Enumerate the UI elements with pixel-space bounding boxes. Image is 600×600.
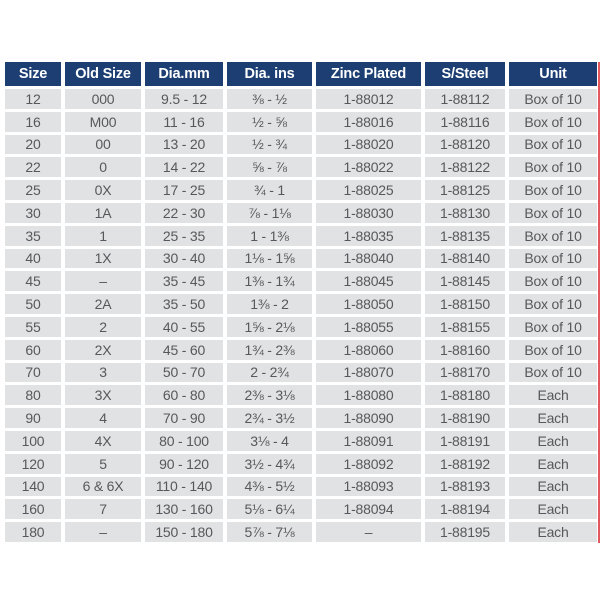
table-cell-dia-mm: 11 - 16 (145, 112, 223, 132)
table-cell-size: 160 (5, 499, 61, 519)
table-cell-size: 70 (5, 363, 61, 383)
table-cell-size: 50 (5, 294, 61, 314)
table-cell-s-steel: 1-88195 (425, 522, 505, 542)
table-cell-old-size: 3X (65, 385, 141, 405)
table-cell-dia-ins: ½ - ¾ (227, 135, 312, 155)
table-cell-dia-mm: 13 - 20 (145, 135, 223, 155)
table-cell-unit: Box of 10 (509, 203, 597, 223)
table-cell-dia-mm: 60 - 80 (145, 385, 223, 405)
parts-size-table (5, 62, 597, 542)
column-header-unit: Unit (509, 62, 597, 86)
table-cell-s-steel: 1-88155 (425, 317, 505, 337)
table-cell-old-size: 4 (65, 408, 141, 428)
table-cell-zinc-plated: 1-88040 (316, 249, 421, 269)
table-cell-unit: Box of 10 (509, 294, 597, 314)
table-cell-size: 30 (5, 203, 61, 223)
table-cell-unit: Box of 10 (509, 180, 597, 200)
table-cell-zinc-plated: 1-88055 (316, 317, 421, 337)
table-cell-old-size: 000 (65, 89, 141, 109)
table-cell-s-steel: 1-88140 (425, 249, 505, 269)
table-cell-s-steel: 1-88116 (425, 112, 505, 132)
table-cell-dia-mm: 14 - 22 (145, 157, 223, 177)
table-cell-unit: Box of 10 (509, 112, 597, 132)
table-cell-zinc-plated: 1-88030 (316, 203, 421, 223)
table-cell-dia-mm: 9.5 - 12 (145, 89, 223, 109)
table-cell-dia-mm: 35 - 45 (145, 271, 223, 291)
table-cell-s-steel: 1-88120 (425, 135, 505, 155)
table-cell-size: 16 (5, 112, 61, 132)
table-cell-s-steel: 1-88112 (425, 89, 505, 109)
table-cell-dia-mm: 110 - 140 (145, 477, 223, 497)
column-header-old-size: Old Size (65, 62, 141, 86)
table-cell-dia-mm: 30 - 40 (145, 249, 223, 269)
column-header-dia-mm: Dia.mm (145, 62, 223, 86)
table-cell-zinc-plated: 1-88092 (316, 454, 421, 474)
table-cell-unit: Box of 10 (509, 249, 597, 269)
table-cell-dia-ins: ⅜ - ½ (227, 89, 312, 109)
table-cell-old-size: 1A (65, 203, 141, 223)
table-cell-s-steel: 1-88130 (425, 203, 505, 223)
table-cell-s-steel: 1-88122 (425, 157, 505, 177)
table-cell-old-size: 00 (65, 135, 141, 155)
table-cell-zinc-plated: – (316, 522, 421, 542)
table-cell-zinc-plated: 1-88060 (316, 340, 421, 360)
table-cell-dia-ins: 1⅜ - 1¾ (227, 271, 312, 291)
table-cell-dia-ins: 1⅜ - 2 (227, 294, 312, 314)
table-cell-size: 90 (5, 408, 61, 428)
table-cell-dia-ins: ½ - ⅝ (227, 112, 312, 132)
table-cell-dia-mm: 70 - 90 (145, 408, 223, 428)
table-cell-old-size: 1X (65, 249, 141, 269)
table-cell-old-size: – (65, 522, 141, 542)
table-cell-size: 35 (5, 226, 61, 246)
table-cell-zinc-plated: 1-88093 (316, 477, 421, 497)
table-cell-dia-mm: 50 - 70 (145, 363, 223, 383)
table-cell-dia-ins: 2 - 2¾ (227, 363, 312, 383)
table-cell-size: 45 (5, 271, 61, 291)
table-cell-dia-ins: 1⅝ - 2⅛ (227, 317, 312, 337)
table-cell-old-size: 1 (65, 226, 141, 246)
table-cell-zinc-plated: 1-88035 (316, 226, 421, 246)
table-cell-size: 180 (5, 522, 61, 542)
table-cell-zinc-plated: 1-88080 (316, 385, 421, 405)
table-cell-unit: Each (509, 454, 597, 474)
table-cell-s-steel: 1-88135 (425, 226, 505, 246)
table-cell-old-size: 0X (65, 180, 141, 200)
table-cell-unit: Box of 10 (509, 226, 597, 246)
table-cell-dia-mm: 150 - 180 (145, 522, 223, 542)
table-cell-unit: Each (509, 522, 597, 542)
table-cell-dia-ins: 1⅛ - 1⅝ (227, 249, 312, 269)
table-cell-size: 120 (5, 454, 61, 474)
table-cell-zinc-plated: 1-88094 (316, 499, 421, 519)
table-cell-dia-ins: ¾ - 1 (227, 180, 312, 200)
table-cell-s-steel: 1-88191 (425, 431, 505, 451)
table-cell-dia-ins: ⅞ - 1⅛ (227, 203, 312, 223)
table-cell-dia-ins: 4⅜ - 5½ (227, 477, 312, 497)
table-cell-s-steel: 1-88192 (425, 454, 505, 474)
table-cell-unit: Box of 10 (509, 340, 597, 360)
table-cell-size: 12 (5, 89, 61, 109)
table-cell-dia-mm: 22 - 30 (145, 203, 223, 223)
table-cell-unit: Box of 10 (509, 363, 597, 383)
table-cell-s-steel: 1-88194 (425, 499, 505, 519)
table-cell-dia-mm: 130 - 160 (145, 499, 223, 519)
table-cell-dia-ins: 5⅛ - 6¼ (227, 499, 312, 519)
table-cell-old-size: 5 (65, 454, 141, 474)
table-cell-old-size: 0 (65, 157, 141, 177)
table-cell-size: 25 (5, 180, 61, 200)
table-cell-dia-ins: 5⅞ - 7⅛ (227, 522, 312, 542)
table-cell-dia-ins: 1¾ - 2⅜ (227, 340, 312, 360)
table-cell-s-steel: 1-88190 (425, 408, 505, 428)
table-cell-dia-mm: 25 - 35 (145, 226, 223, 246)
table-cell-zinc-plated: 1-88090 (316, 408, 421, 428)
table-cell-size: 100 (5, 431, 61, 451)
table-cell-size: 80 (5, 385, 61, 405)
table-cell-dia-mm: 40 - 55 (145, 317, 223, 337)
table-cell-unit: Box of 10 (509, 89, 597, 109)
column-header-s-steel: S/Steel (425, 62, 505, 86)
table-cell-unit: Box of 10 (509, 157, 597, 177)
column-header-dia-ins: Dia. ins (227, 62, 312, 86)
table-cell-dia-ins: 2⅜ - 3⅛ (227, 385, 312, 405)
table-cell-unit: Each (509, 408, 597, 428)
table-cell-old-size: 7 (65, 499, 141, 519)
table-cell-old-size: 2 (65, 317, 141, 337)
table-cell-dia-mm: 80 - 100 (145, 431, 223, 451)
table-cell-s-steel: 1-88180 (425, 385, 505, 405)
table-cell-s-steel: 1-88193 (425, 477, 505, 497)
table-cell-zinc-plated: 1-88050 (316, 294, 421, 314)
table-cell-size: 22 (5, 157, 61, 177)
table-cell-zinc-plated: 1-88022 (316, 157, 421, 177)
table-cell-dia-ins: ⅝ - ⅞ (227, 157, 312, 177)
table-cell-old-size: 6 & 6X (65, 477, 141, 497)
table-cell-dia-mm: 17 - 25 (145, 180, 223, 200)
table-cell-dia-ins: 2¾ - 3½ (227, 408, 312, 428)
table-cell-unit: Each (509, 477, 597, 497)
table-cell-zinc-plated: 1-88012 (316, 89, 421, 109)
table-cell-unit: Each (509, 499, 597, 519)
table-cell-old-size: 2X (65, 340, 141, 360)
table-cell-size: 140 (5, 477, 61, 497)
table-cell-dia-mm: 35 - 50 (145, 294, 223, 314)
table-cell-size: 40 (5, 249, 61, 269)
table-cell-dia-ins: 1 - 1⅜ (227, 226, 312, 246)
table-cell-unit: Each (509, 431, 597, 451)
table-cell-zinc-plated: 1-88020 (316, 135, 421, 155)
table-cell-size: 20 (5, 135, 61, 155)
table-cell-unit: Each (509, 385, 597, 405)
table-cell-size: 60 (5, 340, 61, 360)
table-cell-zinc-plated: 1-88091 (316, 431, 421, 451)
table-cell-old-size: 4X (65, 431, 141, 451)
table-cell-size: 55 (5, 317, 61, 337)
table-cell-dia-mm: 90 - 120 (145, 454, 223, 474)
table-cell-old-size: M00 (65, 112, 141, 132)
table-cell-s-steel: 1-88160 (425, 340, 505, 360)
table-cell-zinc-plated: 1-88016 (316, 112, 421, 132)
table-cell-zinc-plated: 1-88070 (316, 363, 421, 383)
table-cell-s-steel: 1-88145 (425, 271, 505, 291)
table-cell-zinc-plated: 1-88025 (316, 180, 421, 200)
table-cell-s-steel: 1-88150 (425, 294, 505, 314)
table-cell-zinc-plated: 1-88045 (316, 271, 421, 291)
table-cell-old-size: 2A (65, 294, 141, 314)
table-cell-s-steel: 1-88125 (425, 180, 505, 200)
table-cell-dia-ins: 3⅛ - 4 (227, 431, 312, 451)
table-cell-unit: Box of 10 (509, 135, 597, 155)
table-cell-unit: Box of 10 (509, 317, 597, 337)
column-header-size: Size (5, 62, 61, 86)
table-cell-old-size: 3 (65, 363, 141, 383)
table-cell-old-size: – (65, 271, 141, 291)
table-cell-unit: Box of 10 (509, 271, 597, 291)
table-cell-dia-ins: 3½ - 4¾ (227, 454, 312, 474)
table-cell-s-steel: 1-88170 (425, 363, 505, 383)
column-header-zinc-plated: Zinc Plated (316, 62, 421, 86)
table-cell-dia-mm: 45 - 60 (145, 340, 223, 360)
